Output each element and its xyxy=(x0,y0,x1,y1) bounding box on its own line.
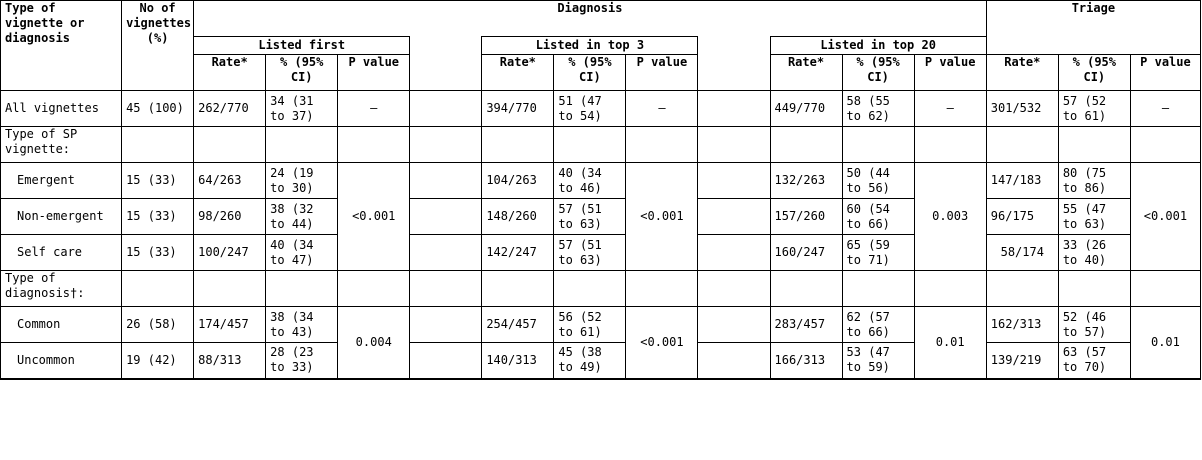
cell-rate: 162/313 xyxy=(986,307,1058,343)
cell-p: 0.004 xyxy=(338,307,410,379)
cell-p: 0.01 xyxy=(1130,307,1200,379)
cell-pct: 53 (47 to 59) xyxy=(842,343,914,379)
table-row xyxy=(1,163,1201,199)
spacer-cell xyxy=(410,343,482,379)
header-num-vignettes: No of vignettes (%) xyxy=(122,1,194,91)
spacer-cell xyxy=(698,163,770,199)
cell-rate: 64/263 xyxy=(194,163,266,199)
cell-rate: 147/183 xyxy=(986,163,1058,199)
group-label: Type of diagnosis†: xyxy=(1,271,122,307)
header-p: P value xyxy=(338,55,410,91)
cell-p: 0.003 xyxy=(914,163,986,271)
cell-pct: 28 (23 to 33) xyxy=(266,343,338,379)
cell-rate: 98/260 xyxy=(194,199,266,235)
cell-p: <0.001 xyxy=(626,307,698,379)
spacer-cell xyxy=(410,163,482,199)
cell-rate: 449/770 xyxy=(770,91,842,127)
cell-pct: 52 (46 to 57) xyxy=(1058,307,1130,343)
cell-pct: 38 (34 to 43) xyxy=(266,307,338,343)
header-pct: % (95% CI) xyxy=(1058,55,1130,91)
cell-rate: 157/260 xyxy=(770,199,842,235)
cell-num: 15 (33) xyxy=(122,163,194,199)
header-rate: Rate* xyxy=(986,55,1058,91)
header-listed-first: Listed first xyxy=(194,37,410,55)
cell-pct: 34 (31 to 37) xyxy=(266,91,338,127)
row-label: Emergent xyxy=(1,163,122,199)
row-label: Common xyxy=(1,307,122,343)
cell-pct: 57 (51 to 63) xyxy=(554,235,626,271)
cell-pct: 56 (52 to 61) xyxy=(554,307,626,343)
cell-p: <0.001 xyxy=(626,163,698,271)
cell-pct: 40 (34 to 46) xyxy=(554,163,626,199)
header-rate: Rate* xyxy=(770,55,842,91)
cell-rate: 132/263 xyxy=(770,163,842,199)
header-rate: Rate* xyxy=(194,55,266,91)
cell-pct: 45 (38 to 49) xyxy=(554,343,626,379)
cell-num: 26 (58) xyxy=(122,307,194,343)
cell-pct: 80 (75 to 86) xyxy=(1058,163,1130,199)
cell-p: — xyxy=(1130,91,1200,127)
spacer-cell xyxy=(410,235,482,271)
cell-rate: 58/174 xyxy=(986,235,1058,271)
cell-pct: 57 (52 to 61) xyxy=(1058,91,1130,127)
cell-num: 15 (33) xyxy=(122,235,194,271)
cell-rate: 140/313 xyxy=(482,343,554,379)
header-type: Type of vignette or diagnosis xyxy=(1,1,122,91)
header-pct: % (95% CI) xyxy=(842,55,914,91)
row-label: All vignettes xyxy=(1,91,122,127)
spacer-cell xyxy=(410,307,482,343)
header-pct: % (95% CI) xyxy=(266,55,338,91)
cell-p: — xyxy=(626,91,698,127)
cell-rate: 262/770 xyxy=(194,91,266,127)
spacer-cell xyxy=(410,37,482,91)
cell-rate: 96/175 xyxy=(986,199,1058,235)
cell-rate: 139/219 xyxy=(986,343,1058,379)
table-row xyxy=(1,199,1201,235)
header-listed-top20: Listed in top 20 xyxy=(770,37,986,55)
cell-rate: 254/457 xyxy=(482,307,554,343)
cell-pct: 38 (32 to 44) xyxy=(266,199,338,235)
cell-rate: 104/263 xyxy=(482,163,554,199)
cell-p: <0.001 xyxy=(1130,163,1200,271)
cell-rate: 283/457 xyxy=(770,307,842,343)
header-rate: Rate* xyxy=(482,55,554,91)
spacer-cell xyxy=(698,199,770,235)
spacer-cell xyxy=(698,307,770,343)
row-label: Non-emergent xyxy=(1,199,122,235)
group-heading-row xyxy=(1,271,1201,307)
cell-p: — xyxy=(914,91,986,127)
cell-num: 19 (42) xyxy=(122,343,194,379)
cell-num: 45 (100) xyxy=(122,91,194,127)
cell-pct: 63 (57 to 70) xyxy=(1058,343,1130,379)
cell-pct: 55 (47 to 63) xyxy=(1058,199,1130,235)
cell-pct: 57 (51 to 63) xyxy=(554,199,626,235)
cell-pct: 40 (34 to 47) xyxy=(266,235,338,271)
header-diagnosis: Diagnosis xyxy=(194,1,987,37)
cell-rate: 142/247 xyxy=(482,235,554,271)
cell-pct: 51 (47 to 54) xyxy=(554,91,626,127)
cell-pct: 33 (26 to 40) xyxy=(1058,235,1130,271)
group-heading-row xyxy=(1,127,1201,163)
cell-p: 0.01 xyxy=(914,307,986,379)
header-triage: Triage xyxy=(986,1,1200,55)
cell-rate: 88/313 xyxy=(194,343,266,379)
table-row xyxy=(1,343,1201,379)
header-p: P value xyxy=(914,55,986,91)
row-label: Uncommon xyxy=(1,343,122,379)
header-p: P value xyxy=(1130,55,1200,91)
cell-rate: 166/313 xyxy=(770,343,842,379)
cell-rate: 100/247 xyxy=(194,235,266,271)
group-label: Type of SP vignette: xyxy=(1,127,122,163)
row-label: Self care xyxy=(1,235,122,271)
spacer-cell xyxy=(698,343,770,379)
table-row xyxy=(1,307,1201,343)
spacer-cell xyxy=(698,91,770,127)
cell-rate: 160/247 xyxy=(770,235,842,271)
cell-rate: 301/532 xyxy=(986,91,1058,127)
header-pct: % (95% CI) xyxy=(554,55,626,91)
cell-num: 15 (33) xyxy=(122,199,194,235)
cell-pct: 60 (54 to 66) xyxy=(842,199,914,235)
cell-pct: 58 (55 to 62) xyxy=(842,91,914,127)
cell-rate: 148/260 xyxy=(482,199,554,235)
header-listed-top3: Listed in top 3 xyxy=(482,37,698,55)
cell-rate: 174/457 xyxy=(194,307,266,343)
table-row xyxy=(1,91,1201,127)
cell-p: <0.001 xyxy=(338,163,410,271)
cell-pct: 50 (44 to 56) xyxy=(842,163,914,199)
header-p: P value xyxy=(626,55,698,91)
cell-p: — xyxy=(338,91,410,127)
table-row xyxy=(1,235,1201,271)
cell-rate: 394/770 xyxy=(482,91,554,127)
cell-pct: 65 (59 to 71) xyxy=(842,235,914,271)
cell-pct: 62 (57 to 66) xyxy=(842,307,914,343)
spacer-cell xyxy=(698,235,770,271)
spacer-cell xyxy=(410,91,482,127)
spacer-cell xyxy=(410,199,482,235)
cell-pct: 24 (19 to 30) xyxy=(266,163,338,199)
spacer-cell xyxy=(698,37,770,91)
